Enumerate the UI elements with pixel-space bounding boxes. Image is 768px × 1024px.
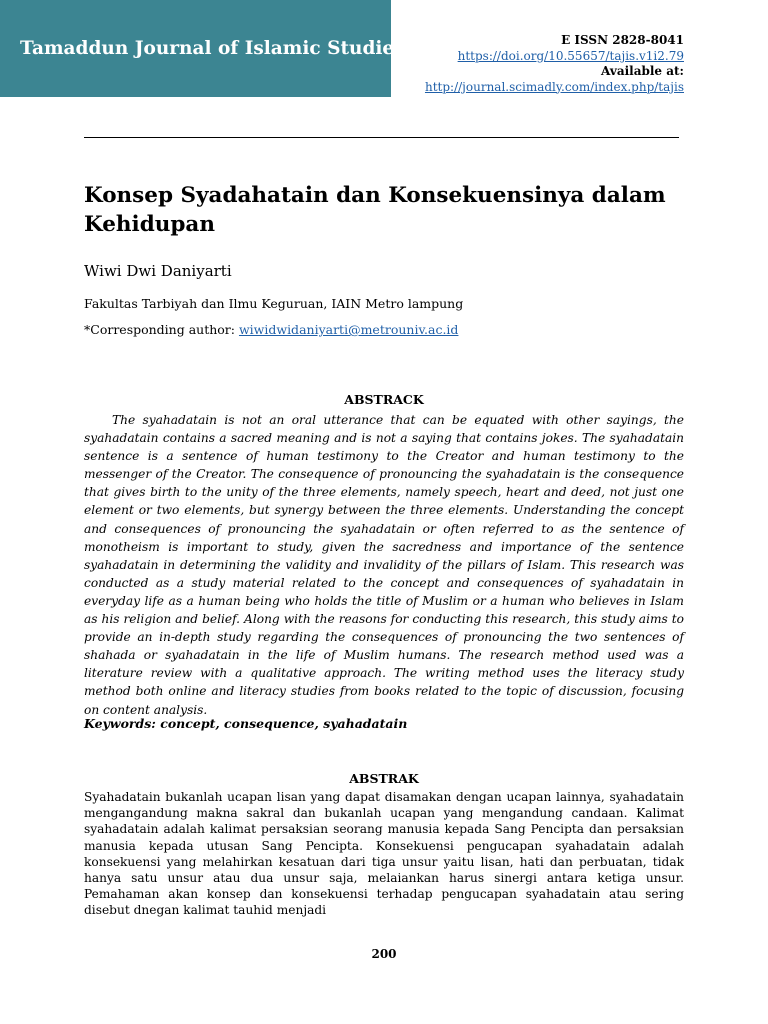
- abstract-en-heading: ABSTRACK: [344, 392, 424, 407]
- journal-site-link[interactable]: http://journal.scimadly.com/index.php/tajis: [424, 79, 684, 94]
- page-number: 200: [371, 947, 397, 961]
- journal-info: [425, 33, 684, 95]
- available-label: Available at:: [601, 64, 684, 78]
- doi-link[interactable]: https://doi.org/10.55657/tajis.v1i2.79: [457, 48, 684, 63]
- corresponding-label: *Corresponding author:: [84, 322, 239, 337]
- abstract-id-text: Syahadatain bukanlah ucapan lisan yang dapat disamakan dengan ucapan lainnya, syahadatain mengangandung makna sakral dan bukanlah ucapan yang mengandung candaan. Kalimat syahadatain adalah kalimat persaksian seorang manusia kepada Sang Pencipta dan persaksian manusia kepada utusan Sang Pencipta. Konsekuensi pengucapan syahadatain adalah konsekuensi yang melahirkan kesatuan dari tiga unsur yaitu lisan, hati dan perbuatan, tidak hanya satu unsur atau dua unsur saja, melaiankan harus sinergi antara ketiga unsur. Pemahaman akan konsep dan konsekuensi terhadap pengucapan syahadatain atau sering disebut dnegan kalimat tauhid menjadi: [84, 790, 684, 918]
- abstract-id-heading: ABSTRAK: [349, 771, 419, 786]
- author-name: Wiwi Dwi Daniyarti: [84, 262, 232, 280]
- corresponding-email-link[interactable]: wiwidwidaniyarti@metrouniv.ac.id: [238, 322, 459, 337]
- keywords: Keywords: concept, consequence, syahadatain: [84, 716, 408, 731]
- abstract-en-text: The syahadatain is not an oral utterance that can be equated with other sayings, the syahadatain contains a sacred meaning and is not a saying that contains jokes. The syahadatain sentence is a sentence of human testimony to the Creator and human testimony to the messenger of the Creator. The consequence of pronouncing the syahadatain is the consequence that gives birth to the unity of the three elements, namely speech, heart and deed, not just one element or two elements, but synergy between the three elements. Understanding the concept and consequences of pronouncing the syahadatain or often referred to as the sentence of monotheism is important to study, given the sacredness and importance of the sentence syahadatain in determining the validity and invalidity of the pillars of Islam. This research was conducted as a study material related to the concept and consequences of syahadatain in everyday life as a human being who holds the title of Muslim or a human who believes in Islam as his religion and belief. Along with the reasons for conducting this research, this study aims to provide an in-depth study regarding the consequences of pronouncing the two sentences of shahada or syahadatain in the life of Muslim humans. The research method used was a literature review with a qualitative approach. The writing method uses the literacy study method both online and literacy studies from books related to the topic of discussion, focusing on content analysis.: [84, 413, 684, 717]
- author-affiliation: Fakultas Tarbiyah dan Ilmu Keguruan, IAIN Metro lampung: [84, 296, 464, 311]
- journal-name: Tamaddun Journal of Islamic Studies: [20, 38, 405, 59]
- corresponding-author: [84, 322, 458, 337]
- journal-banner: [0, 0, 405, 97]
- article-title: Konsep Syadahatain dan Konsekuensinya dalam Kehidupan: [84, 183, 666, 237]
- issn-text: E ISSN 2828-8041: [561, 33, 684, 47]
- header-divider: [84, 137, 679, 138]
